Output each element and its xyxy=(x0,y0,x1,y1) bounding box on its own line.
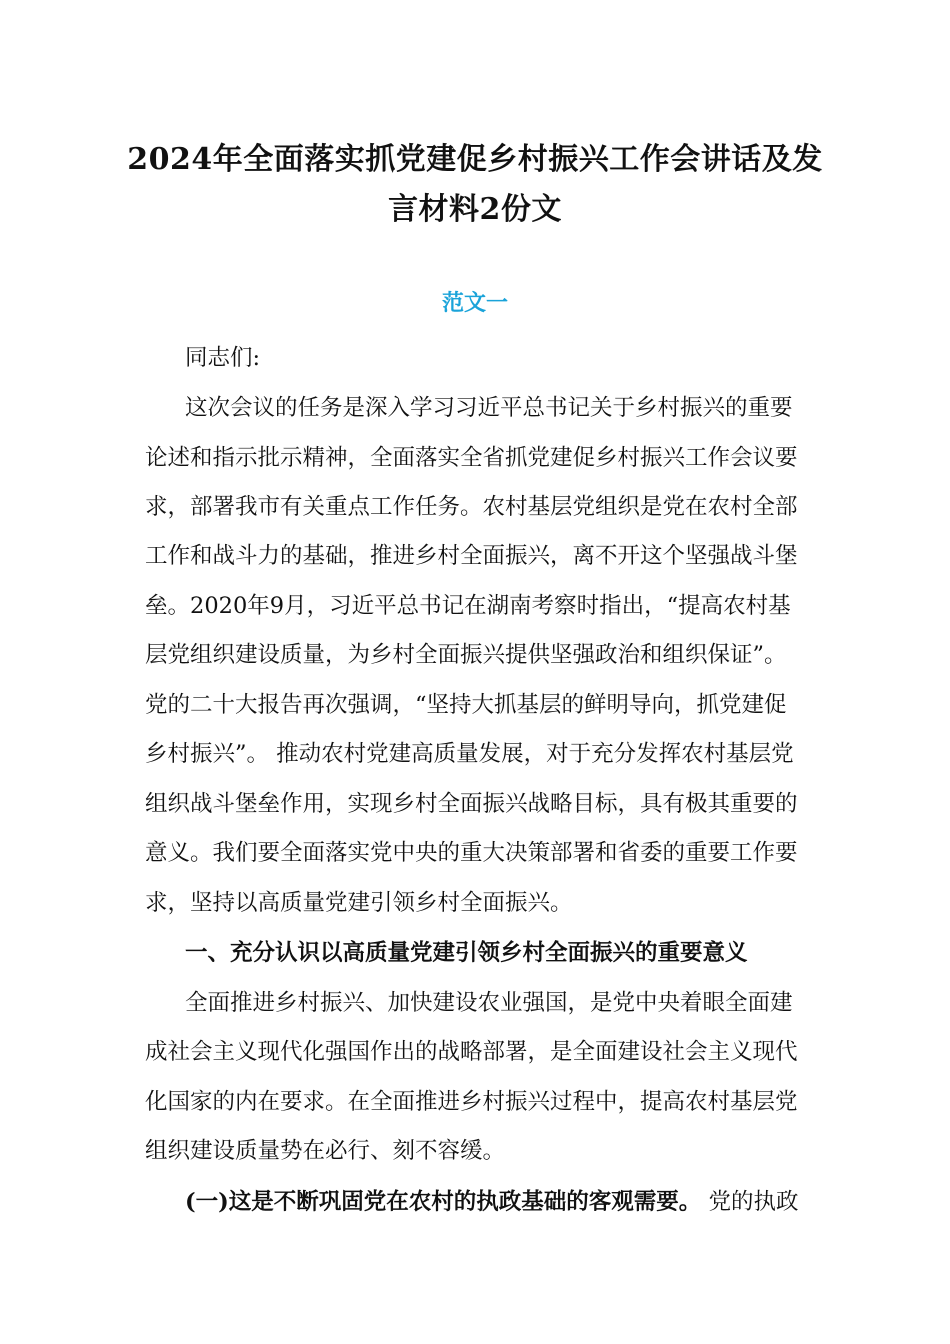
paragraph-line: 垒。2020年9月，习近平总书记在湖南考察时指出，“提高农村基 xyxy=(145,593,791,619)
subheading-bold: (一)这是不断巩固党在农村的执政基础的客观需要。 xyxy=(185,1189,702,1215)
paragraph-line: 求，部署我市有关重点工作任务。农村基层党组织是党在农村全部 xyxy=(145,494,798,520)
paragraph-line: 层党组织建设质量，为乡村全面振兴提供坚强政治和组织保证”。 xyxy=(145,642,787,668)
subheading-line xyxy=(185,1184,815,1216)
paragraph-line: 论述和指示批示精神，全面落实全省抓党建促乡村振兴工作会议要 xyxy=(145,445,798,471)
section-title: 范文一 xyxy=(441,290,508,316)
paragraph-line: 求，坚持以高质量党建引领乡村全面振兴。 xyxy=(145,890,573,916)
paragraph-line: 组织建设质量势在必行、刻不容缓。 xyxy=(145,1138,506,1164)
subheading-rest: 党的执政 xyxy=(701,1189,799,1215)
document-title-line-1: 2024年全面落实抓党建促乡村振兴工作会讲话及发 xyxy=(127,142,823,177)
paragraph-line: 党的二十大报告再次强调，“坚持大抓基层的鲜明导向，抓党建促 xyxy=(145,692,787,718)
salutation: 同志们: xyxy=(185,345,261,371)
paragraph-line: 这次会议的任务是深入学习习近平总书记关于乡村振兴的重要 xyxy=(185,395,793,421)
document-title-line-2: 言材料2份文 xyxy=(388,192,562,227)
paragraph-line: 成社会主义现代化强国作出的战略部署，是全面建设社会主义现代 xyxy=(145,1039,798,1065)
paragraph-line: 化国家的内在要求。在全面推进乡村振兴过程中，提高农村基层党 xyxy=(145,1089,798,1115)
paragraph-line: 全面推进乡村振兴、加快建设农业强国，是党中央着眼全面建 xyxy=(185,990,793,1016)
paragraph-line: 组织战斗堡垒作用，实现乡村全面振兴战略目标，具有极其重要的 xyxy=(145,791,798,817)
paragraph-line: 乡村振兴”。 推动农村党建高质量发展，对于充分发挥农村基层党 xyxy=(145,741,794,767)
section-heading: 一、充分认识以高质量党建引领乡村全面振兴的重要意义 xyxy=(185,940,748,966)
paragraph-line: 工作和战斗力的基础，推进乡村全面振兴，离不开这个坚强战斗堡 xyxy=(145,543,798,569)
paragraph-line: 意义。我们要全面落实党中央的重大决策部署和省委的重要工作要 xyxy=(145,840,798,866)
